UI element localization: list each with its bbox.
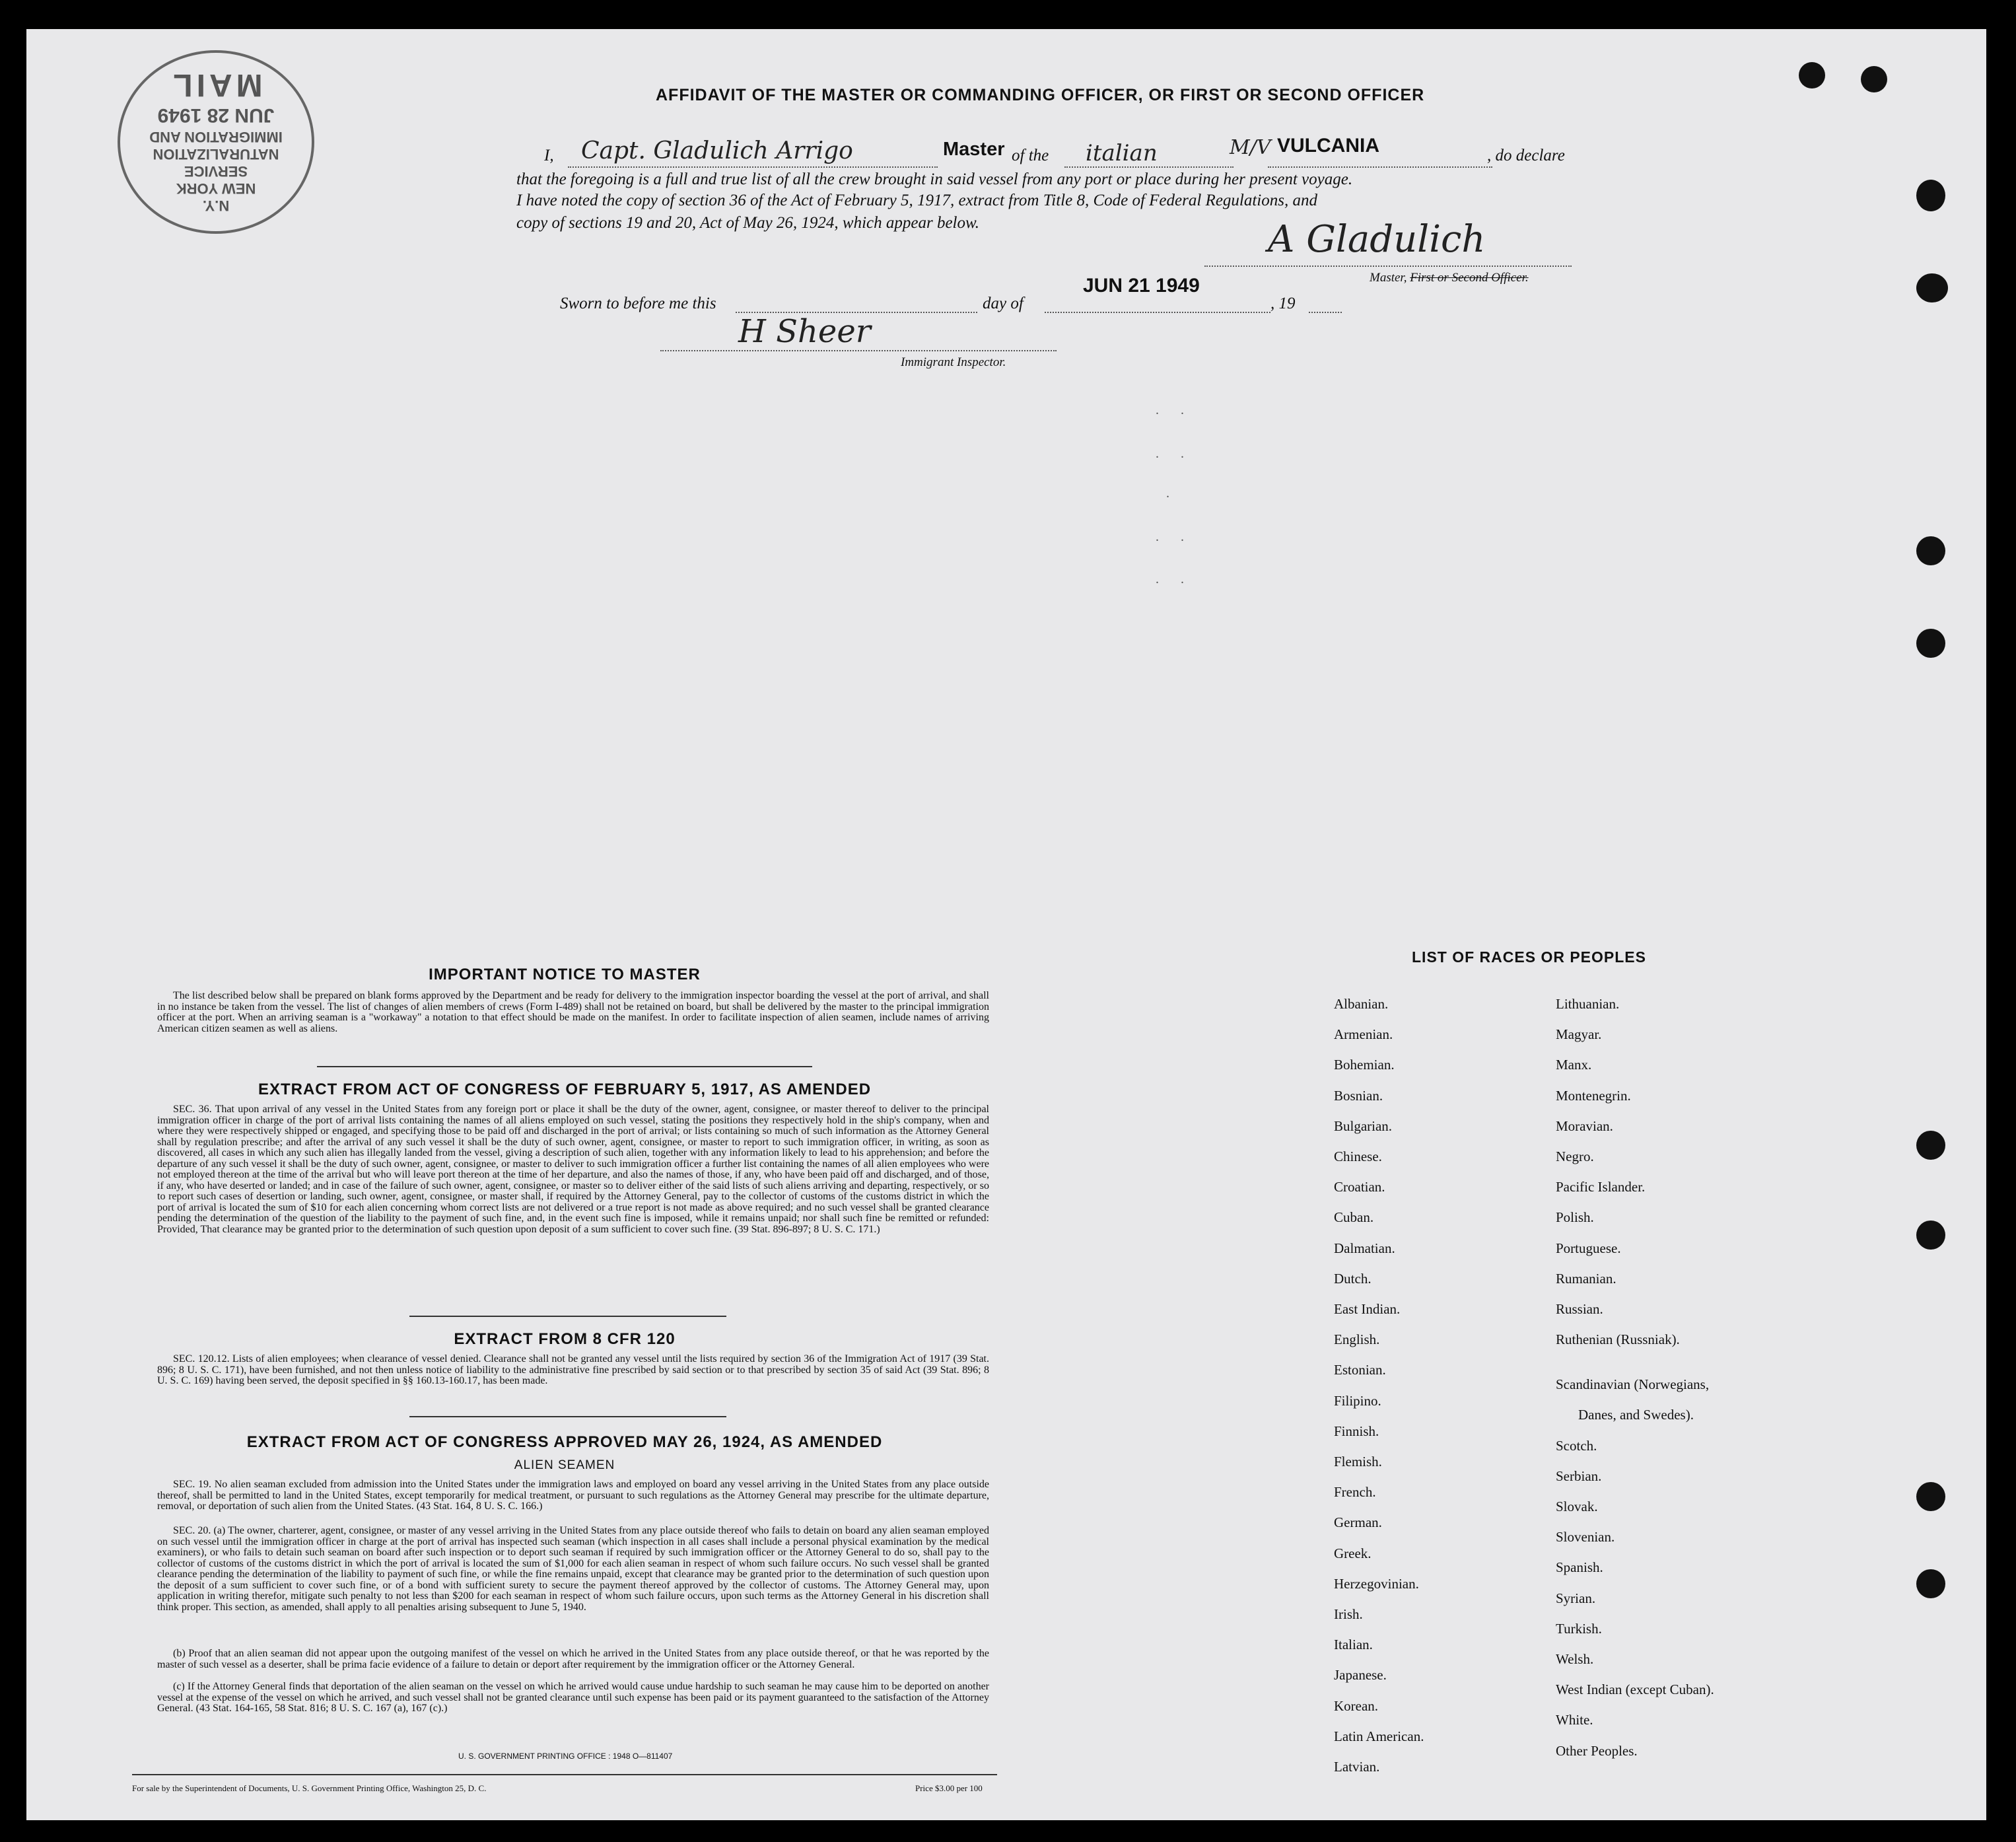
- notice-body: The list described below shall be prepared on blank forms approved by the Department and be ready for delivery to the immigration inspector boarding the vessel at the port of arrival, and shall in no instance be taken from the vessel. The list of changes of alien members of crews (Form I-489) shall not be retained on board, but shall be delivered by the master to the principal immigration officer at the port. When an arriving seaman is a "workaway" a notation to that effect should be made on the manifest. In order to facilitate inspection of alien seamen, include names of arriving American citizen seamen as well as aliens.: [157, 990, 989, 1034]
- race-item: Rumanian.: [1556, 1270, 1616, 1287]
- affidavit-line-3: I have noted the copy of section 36 of the Act of February 5, 1917, extract from Title 8, Code of Federal Regulations, and: [516, 192, 1317, 209]
- race-item: Montenegrin.: [1556, 1087, 1631, 1104]
- year-prefix: , 19: [1270, 295, 1296, 312]
- affidavit-i: I,: [544, 147, 554, 164]
- punch-hole: [1916, 629, 1945, 658]
- race-item: Slovak.: [1556, 1499, 1598, 1514]
- price-note: Price $3.00 per 100: [915, 1783, 983, 1793]
- extract3-sec20a: SEC. 20. (a) The owner, charterer, agent, consignee, or master of any vessel arriving in the United States from any place outside thereof who fails to detain on board any alien seaman employed on such vessel until the immigration officer in charge at the port of arrival has inspected such seaman (which inspection in all cases shall include a personal physical examination by the medical examiners), or who fails to detain such seaman on board after such inspection or to deport such seaman if required by such immigration officer or the Attorney General to do so, shall pay to the collector of customs of the customs district in which the port of arrival is located the sum of $1,000 for each alien seaman in respect of whom such failure occurs. No such vessel shall be granted clearance pending the determination of the liability to payment of such fine, or while the fine remains unpaid, except that clearance may be granted prior to the determination of such question upon the deposit of a sum sufficient to cover such fine, or of a bond with sufficient surety to secure the payment thereof approved by the collector of customs. The Attorney General may, upon application in writing therefor, mitigate such penalty to not less than $200 for each seaman in respect of whom such failure occurs, upon such terms as the Attorney General in his discretion shall think proper. This section, as amended, shall apply to all penalties arising subsequent to June 5, 1940.: [157, 1525, 989, 1613]
- extract2-body: SEC. 120.12. Lists of alien employees; when clearance of vessel denied. Clearance shall not be granted any vessel until the lists required by section 36 of the Immigration Act of 1917 (39 Stat. 896; 8 U. S. C. 171), have been furnished, and not then unless notice of liability to the administrative fine prescribed by said section or to that prescribed by section 35 of said Act (39 Stat. 896; 8 U. S. C. 169) having been served, the deposit specified in §§ 160.13-160.17, has been made.: [157, 1353, 989, 1386]
- race-item: Spanish.: [1556, 1559, 1603, 1576]
- race-item: Dalmatian.: [1334, 1240, 1395, 1256]
- race-item: Scotch.: [1556, 1437, 1597, 1454]
- race-item: Estonian.: [1334, 1362, 1386, 1378]
- race-item: Latin American.: [1334, 1728, 1424, 1744]
- race-item: Russian.: [1556, 1301, 1603, 1317]
- day-of-text: day of: [983, 295, 1024, 312]
- punch-hole: [1916, 180, 1945, 211]
- race-item: Herzegovinian.: [1334, 1575, 1419, 1592]
- race-item: Manx.: [1556, 1057, 1592, 1073]
- punch-hole: [1916, 1221, 1945, 1250]
- race-item: Turkish.: [1556, 1620, 1602, 1637]
- race-item: Scandinavian (Norwegians,: [1556, 1376, 1710, 1393]
- race-item: Lithuanian.: [1556, 996, 1620, 1012]
- punch-hole: [1916, 273, 1948, 302]
- nationality-handwritten: italian: [1086, 140, 1158, 166]
- extract2-title: EXTRACT FROM 8 CFR 120: [454, 1330, 676, 1348]
- race-item: Finnish.: [1334, 1423, 1379, 1439]
- affidavit-line-4: copy of sections 19 and 20, Act of May 26, 1924, which appear below.: [516, 214, 980, 232]
- race-item: Moravian.: [1556, 1117, 1613, 1134]
- race-item: English.: [1334, 1331, 1380, 1348]
- race-item: Japanese.: [1334, 1667, 1387, 1683]
- race-item: Polish.: [1556, 1209, 1594, 1226]
- extract1-title: EXTRACT FROM ACT OF CONGRESS OF FEBRUARY 5, 1917, AS AMENDED: [258, 1080, 872, 1098]
- race-item: Albanian.: [1334, 996, 1389, 1012]
- extract3-sec20b: (b) Proof that an alien seaman did not appear upon the outgoing manifest of the vessel on which he arrived in the United States from any place outside thereof, or that he was reported by the master of such vessel as a deserter, shall be prima facie evidence of a failure to detain or deport after requirement by the immigration officer or the Attorney General.: [157, 1648, 989, 1670]
- race-item: Italian.: [1334, 1637, 1373, 1653]
- printing-office-note: U. S. GOVERNMENT PRINTING OFFICE : 1948 O—811407: [458, 1752, 673, 1761]
- race-item: Latvian.: [1334, 1759, 1380, 1775]
- race-item: Danes, and Swedes).: [1578, 1407, 1694, 1423]
- race-item: German.: [1334, 1514, 1382, 1531]
- race-item: Pacific Islander.: [1556, 1179, 1646, 1195]
- master-caption-struck: First or Second Officer.: [1410, 271, 1529, 285]
- punch-hole: [1916, 1131, 1945, 1160]
- race-item: Magyar.: [1556, 1026, 1602, 1043]
- race-item: Armenian.: [1334, 1026, 1393, 1043]
- master-name-handwritten: Capt. Gladulich Arrigo: [581, 137, 853, 164]
- affidavit-title: AFFIDAVIT OF THE MASTER OR COMMANDING OFFICER, OR FIRST OR SECOND OFFICER: [656, 86, 1425, 104]
- affidavit-line-2: that the foregoing is a full and true list of all the crew brought in said vessel from any port or place during her present voyage.: [516, 170, 1353, 188]
- punch-hole: [1861, 66, 1887, 92]
- race-item: Korean.: [1334, 1697, 1379, 1714]
- master-signature: A Gladulich: [1268, 218, 1486, 261]
- vessel-prefix-handwritten: M/V: [1230, 136, 1271, 159]
- race-item: Syrian.: [1556, 1590, 1596, 1606]
- do-declare-text: , do declare: [1487, 147, 1565, 164]
- punch-hole: [1916, 1482, 1945, 1511]
- master-caption-a: Master,: [1370, 271, 1410, 285]
- race-item: Filipino.: [1334, 1392, 1381, 1409]
- vessel-name: VULCANIA: [1277, 135, 1379, 157]
- race-item: Bosnian.: [1334, 1087, 1383, 1104]
- race-item: Portuguese.: [1556, 1240, 1621, 1256]
- race-item: Negro.: [1556, 1149, 1594, 1164]
- notice-title: IMPORTANT NOTICE TO MASTER: [429, 966, 701, 983]
- mail-postmark-stamp: N.Y. NEW YORK SERVICE NATURALIZATION IMMIGRATION AND JUN 28 1949 MAIL: [118, 50, 314, 234]
- race-item: Cuban.: [1334, 1209, 1374, 1226]
- race-item: Serbian.: [1556, 1468, 1602, 1484]
- punch-hole: [1916, 1569, 1945, 1598]
- race-item: Ruthenian (Russniak).: [1556, 1331, 1680, 1348]
- race-item: East Indian.: [1334, 1301, 1401, 1317]
- punch-hole: [1799, 62, 1825, 89]
- race-item: Greek.: [1334, 1545, 1372, 1561]
- race-item: Irish.: [1334, 1606, 1363, 1622]
- races-title: LIST OF RACES OR PEOPLES: [1412, 948, 1646, 966]
- extract3-sec20c: (c) If the Attorney General finds that deportation of the alien seaman on the vessel on which he arrived would cause undue hardship to such seaman he may cause him to be deported on another vessel at the expense of the vessel on which he arrived, and such vessel shall not be granted clearance until such expense has been paid or its payment guaranteed to the satisfaction of the Attorney General. (43 Stat. 164-165, 58 Stat. 816; 8 U. S. C. 167 (a), 167 (c).): [157, 1681, 989, 1714]
- master-caption: [1370, 271, 1529, 285]
- extract3-title: EXTRACT FROM ACT OF CONGRESS APPROVED MAY 26, 1924, AS AMENDED: [246, 1433, 883, 1451]
- race-item: Bohemian.: [1334, 1057, 1395, 1073]
- race-item: Other Peoples.: [1556, 1742, 1638, 1759]
- race-item: West Indian (except Cuban).: [1556, 1682, 1714, 1698]
- extract3-sec19: SEC. 19. No alien seaman excluded from admission into the United States under the immigration laws and employed on board any vessel arriving in the United States from any place outside thereof, shall be permitted to land in the United States, except temporarily for medical treatment, or pursuant to such regulations as the Attorney General may prescribe for the ultimate departure, removal, or deportation of such alien from the United States. (43 Stat. 164, 8 U. S. C. 166.): [157, 1479, 989, 1512]
- race-item: White.: [1556, 1712, 1593, 1728]
- inspector-caption: Immigrant Inspector.: [901, 355, 1006, 369]
- extract1-body: SEC. 36. That upon arrival of any vessel in the United States from any foreign port or place it shall be the duty of the owner, agent, consignee, or master thereof to deliver to the principal immigration officer in charge of the port of arrival lists containing the names of all aliens employed on such vessel, stating the positions they respectively hold in the ship's company, when and where they were respectively shipped or engaged, and specifying those to be paid off and discharged in the port of arrival; or lists containing so much of such information as the Attorney General shall by regulation prescribe; and after the arrival of any such vessel it shall be the duty of such owner, agent, consignee, or master to report to such immigration officer, in writing, as soon as discovered, all cases in which any such alien has illegally landed from the vessel, giving a description of such alien, together with any information likely to lead to his apprehension; and before the departure of any such vessel it shall be the duty of such owner, agent, consignee, or master to deliver to such immigration officer a further list containing the names of all alien employees who were not employed thereon at the time of the arrival but who will leave port thereon at the time of her departure, and also the names of those, if any, who have been paid off and discharged, and of those, if any, who have deserted or landed; and in case of the failure of such owner, agent, consignee, or master so to deliver either of the said lists of such aliens arriving and departing, respectively, or so to report such cases of desertion or landing, such owner, agent, consignee, or master shall, if required by the Attorney General, pay to the collector of customs of the customs district in which the port of arrival is located the sum of $10 for each alien concerning whom correct lists are not delivered or a true report is not made as above required; and no such vessel shall be granted clearance pending the determination of the question of the liability to the payment of such fine, and, in the event such fine is imposed, while it remains unpaid; nor shall such fine be remitted or refunded: Provided, That clearance may be granted prior to the determination of such question upon deposit of a sum sufficient to cover such fine. (39 Stat. 896-897; 8 U. S. C. 171.): [157, 1104, 989, 1235]
- race-item: Dutch.: [1334, 1270, 1372, 1287]
- extract3-subtitle: ALIEN SEAMEN: [514, 1458, 615, 1472]
- race-item: Slovenian.: [1556, 1529, 1615, 1545]
- race-item: Chinese.: [1334, 1149, 1382, 1164]
- master-label: Master: [943, 139, 1005, 160]
- race-item: Bulgarian.: [1334, 1117, 1393, 1134]
- race-item: Flemish.: [1334, 1454, 1382, 1470]
- punch-hole: [1916, 536, 1945, 565]
- race-item: Croatian.: [1334, 1179, 1385, 1195]
- date-stamp: JUN 21 1949: [1083, 275, 1200, 297]
- race-item: French.: [1334, 1484, 1376, 1501]
- race-item: Welsh.: [1556, 1651, 1594, 1667]
- for-sale-note: For sale by the Superintendent of Documents, U. S. Government Printing Office, Washington 25, D. C.: [132, 1783, 487, 1793]
- of-the-label: of the: [1012, 147, 1049, 164]
- inspector-signature: H Sheer: [738, 313, 871, 350]
- sworn-text: Sworn to before me this: [560, 295, 716, 312]
